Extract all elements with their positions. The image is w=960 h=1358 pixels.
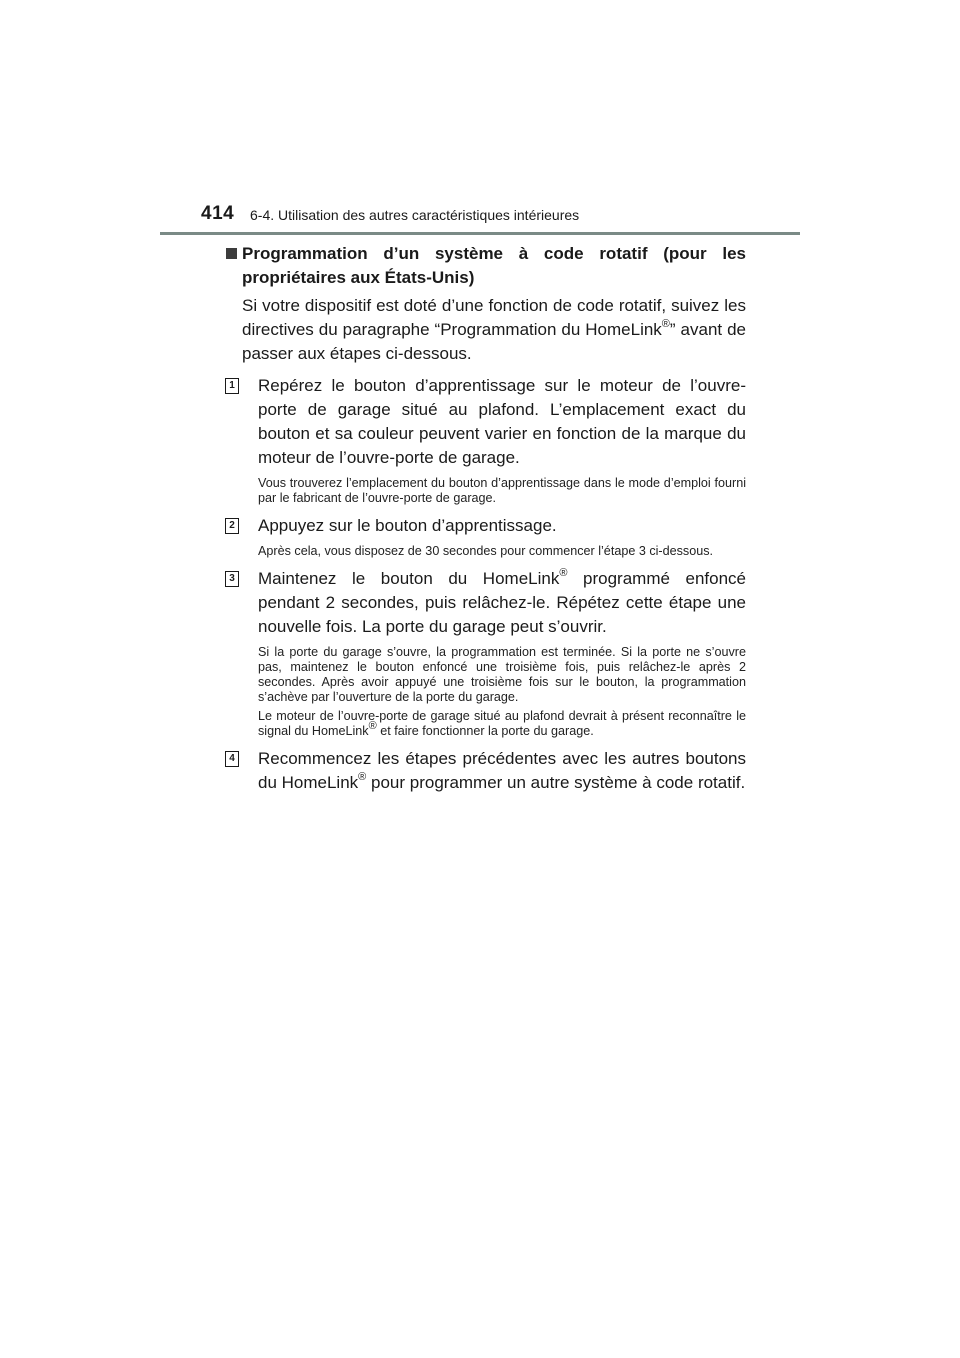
step-3 (225, 567, 746, 639)
step-text-end: pour programmer un autre système à code rotatif. (366, 773, 746, 792)
intro-text-end: ” avant de passer aux étapes ci-dessous. (242, 320, 746, 363)
heading-text: Programmation d’un système à code rotatif (pour les propriétaires aux États-Unis) (242, 244, 746, 287)
step-note: Vous trouverez l’emplacement du bouton d’apprentissage dans le mode d’emploi fourni par le fabricant de l’ouvre-porte de garage. (258, 476, 746, 505)
step-note: Après cela, vous disposez de 30 secondes pour commencer l’étape 3 ci-dessous. (258, 544, 714, 558)
step-note: Si la porte du garage s’ouvre, la programmation est terminée. Si la porte ne s’ouvre pas, maintenez le bouton enfoncé une troisième fois, puis relâchez-le après 2 secondes. Après avoir appuyé une troisième fois sur le bouton, la programmation s’achève par l’ouverture de la porte du garage. (258, 645, 746, 704)
step-text: Recommencez les étapes précédentes avec les autres boutons du HomeLink (258, 749, 746, 792)
bullet-square-icon (226, 248, 237, 259)
step-text: Maintenez le bouton du HomeLink (258, 569, 560, 588)
header-divider (160, 232, 800, 235)
intro-text: Si votre dispositif est doté d’une fonction de code rotatif, suivez les directives du paragraphe “Programmation du HomeLink (242, 296, 746, 339)
registered-mark: ® (559, 567, 568, 580)
registered-mark: ® (368, 719, 377, 732)
page-number: 414 (201, 203, 235, 224)
step-text: Repérez le bouton d’apprentissage sur le moteur de l’ouvre-porte de garage situé au plafond. L’emplacement exact du bouton et sa couleur peuvent varier en fonction de la marque du moteur de l’ouvre-porte de garage. (258, 376, 746, 467)
main-content (225, 242, 746, 795)
registered-mark: ® (358, 771, 367, 784)
step-number-badge: 1 (225, 378, 239, 394)
step-number-badge: 2 (225, 518, 239, 534)
step-text: Appuyez sur le bouton d’apprentissage. (258, 516, 557, 535)
step-text-end: programmé enfoncé pendant 2 secondes, puis relâchez-le. Répétez cette étape une nouvelle fois. La porte du garage peut s’ouvrir. (258, 569, 746, 636)
step-2 (225, 514, 746, 538)
step-number-badge: 4 (225, 751, 239, 767)
section-title: 6-4. Utilisation des autres caractéristiques intérieures (250, 207, 580, 223)
step-4 (225, 747, 746, 795)
section-heading (225, 242, 746, 290)
registered-mark: ® (661, 318, 670, 331)
step-1 (225, 374, 746, 470)
note-text: Le moteur de l’ouvre-porte de garage situé au plafond devrait à présent reconnaître le signal du HomeLink (258, 709, 746, 738)
step-number-badge: 3 (225, 571, 239, 587)
note-text-end: et faire fonctionner la porte du garage. (376, 724, 594, 738)
step-note-2 (225, 709, 746, 739)
intro-paragraph (225, 294, 746, 366)
